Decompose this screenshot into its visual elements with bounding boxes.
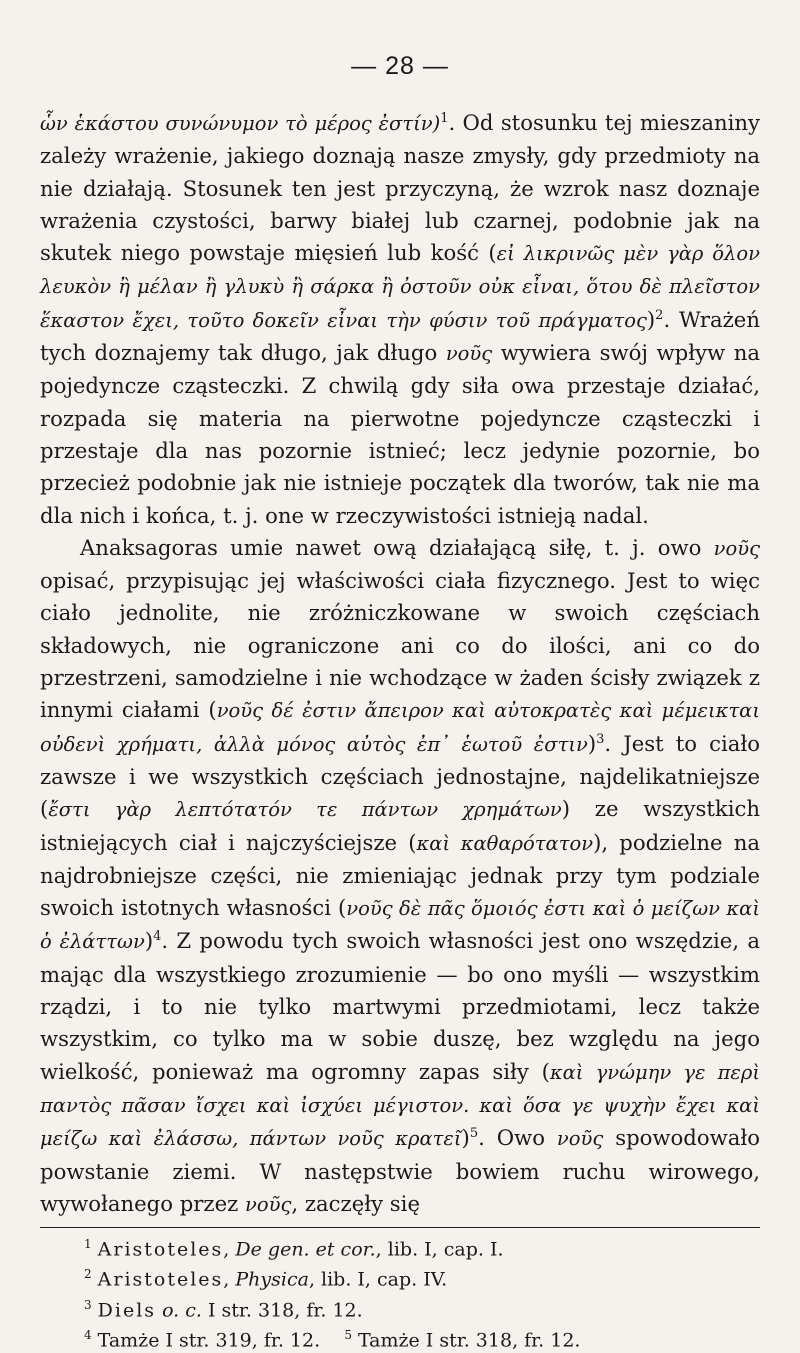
- footnote-divider: [40, 1227, 760, 1228]
- greek-quote: ἔστι γὰρ λεπτότατόν τε πάντων χρημάτων: [48, 798, 562, 822]
- footnote-ref: 4: [153, 929, 162, 945]
- text-run: . Wrażeń tych doznajemy tak długo, jak długo: [40, 306, 760, 366]
- text-run: . Owo: [478, 1125, 557, 1151]
- greek-quote: νοῦς: [556, 1127, 604, 1151]
- text-run: . Od stosunku tej mieszaniny zależy wrażenie, jakiego doznają nasze zmysły, gdy przedmioty na nie działają. Stosunek ten jest przyczyną, że wzrok nasz doznaje wrażenia czystości, barwy białej lub czarnej, podobnie jak na skutek niego powstaje mięsień lub kość (: [40, 110, 760, 266]
- text-run: Anaksagoras umie nawet ową działającą siłę, t. j. owo: [80, 534, 714, 560]
- footnote-ref: 1: [440, 110, 449, 126]
- footnote: $^1$ Aristoteles, De gen. et cor., lib. I, cap. I.: [84, 1237, 504, 1261]
- main-text: [40, 107, 760, 1221]
- text-run: ): [144, 928, 154, 954]
- paragraph: [40, 107, 760, 532]
- greek-quote: εἰ λικρινῶς μὲν γὰρ ὅλον λευκὸν ἢ μέλαν ἢ γλυκὺ ἢ σάρκα ἢ ὀστοῦν οὐκ εἶναι, ὅτου δὲ πλεῖστον ἕκαστον ἔχει, τοῦτο δοκεῖν εἶναι τὴν φύσιν τοῦ πράγματος: [40, 242, 760, 332]
- text-run: ) ze wszystkich istniejących ciał i najczyściejsze (: [40, 796, 760, 855]
- text-run: ): [461, 1125, 470, 1151]
- greek-quote: νοῦς δὲ πᾶς ὅμοιός ἐστι καὶ ὁ μείζων καὶ ὁ ἐλάττων: [40, 897, 760, 954]
- footnote-ref: 3: [596, 731, 605, 747]
- greek-quote: ὧν ἑκάστου συνώνυμον τὸ μέρος ἐστίν): [40, 112, 441, 135]
- greek-quote: νοῦς: [445, 342, 493, 366]
- greek-quote: καὶ καθαρότατον: [416, 831, 594, 855]
- text-run: opisać, przypisując jej właściwości ciała fizycznego. Jest to więc ciało jednolite, nie zróżniczkowane w swoich częściach składowych, nie ograniczone ani co do ilości, ani co do przestrzeni, samodzielne i nie wchodzące w żaden ścisły związek z innymi ciałami (: [40, 568, 760, 723]
- text-run: . Jest to ciało zawsze i we wszystkich częściach jednostajne, najdelikatniejsze (: [40, 730, 760, 822]
- text-run: . Z powodu tych swoich własności jest ono wszędzie, a mając dla wszystkiego zrozumienie — bo ono myśli — wszystkim rządzi, i to nie tylko martwymi przedmiotami, lecz także wszystkim, co tylko ma w sobie duszę, bez względu na jego wielkość, ponieważ ma ogromny zapas siły (: [40, 928, 760, 1084]
- footnote: $^3$ Diels o. c. I str. 318, fr. 12.: [84, 1297, 363, 1322]
- footnote: $^2$ Aristoteles, Physica, lib. I, cap. IV.: [84, 1267, 448, 1291]
- greek-quote: καὶ γνώμην γε περὶ παντὸς πᾶσαν ἴσχει καὶ ἰσχύει μέγιστον. καὶ ὅσα γε ψυχὴν ἔχει καὶ μείζω καὶ ἐλάσσω, πάντων νοῦς κρατεῖ: [40, 1060, 761, 1151]
- text-run: wywiera swój wpływ na pojedyncze cząsteczki. Z chwilą gdy siła owa przestaje działać, rozpada się materia na pierwotne pojedyncze cząsteczki i przestaje dla nas pozornie istnieć; lecz jedynie pozornie, bo przecież podobnie jak nie istnieje początek dla tworów, tak nie ma dla nich i końca, t. j. one w rzeczywistości istnieją nadal.: [40, 340, 761, 528]
- greek-quote: νοῦς: [713, 536, 760, 560]
- footnotes: [40, 1232, 760, 1353]
- footnote-ref: 2: [655, 307, 664, 323]
- text-run: ), podzielne na najdrobniejsze części, nie zmieniając jednak przy tym podziale swoich istotnych własności (: [40, 829, 760, 921]
- text-run: ): [646, 306, 656, 332]
- footnote-ref: 5: [469, 1126, 479, 1142]
- footnote: $^4$ Tamże I str. 319, fr. 12. $^5$ Tamże I str. 318, fr. 12.: [84, 1328, 581, 1352]
- paragraph: [40, 532, 760, 1221]
- text-run: spowodowało powstanie ziemi. W następstwie bowiem ruchu wirowego, wywołanego przez: [40, 1125, 761, 1216]
- text-run: , zaczęły się: [291, 1190, 421, 1216]
- text-run: ): [587, 730, 597, 756]
- greek-quote: νοῦς δέ ἐστιν ἄπειρον καὶ αὐτοκρατὲς καὶ μέμεικται οὐδενὶ χρήματι, ἀλλὰ μόνος αὐτὸς ἐπ᾽ ἑωτοῦ ἐστιν: [40, 699, 760, 756]
- page-number: — 28 —: [351, 52, 449, 80]
- greek-quote: νοῦς: [245, 1192, 292, 1216]
